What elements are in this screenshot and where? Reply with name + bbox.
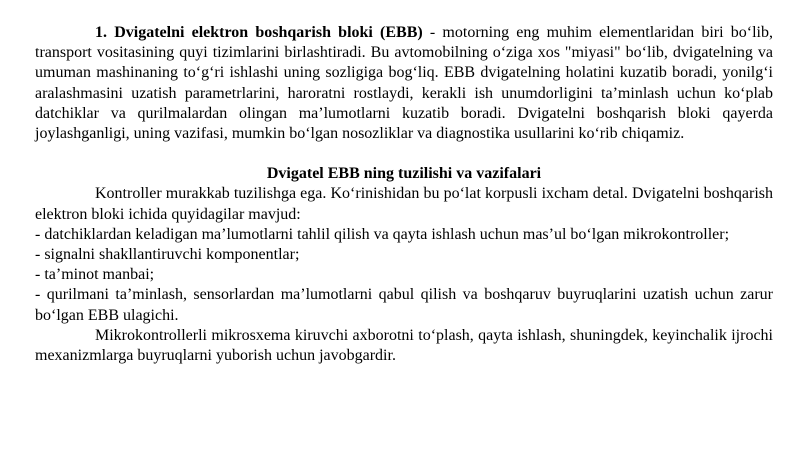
intro-text: - motorning eng muhim elementlaridan biri bo‘lib, transport vositasining quyi tizimlarini birlashtiradi. Bu avtomobilning o‘ziga xos "miyasi" bo‘lib, dvigatelning va umuman mashinaning to‘g‘ri ishlashi uning sozligiga bog‘liq. EBB dvigatelning holatini kuzatib boradi, yonilg‘i aralashmasini uzatish parametrlarini, haroratni rostlaydi, kerakli ish unumdorligini ta’minlash uchun ko‘plab datchiklar va qurilmalardan olingan ma’lumotlarni kuzatib boradi. Dvigatelni boshqarish bloki qayerda joylashganligi, uning vazifasi, mumkin bo‘lgan nosozliklar va diagnostika usullarini ko‘rib chiqamiz. [35, 24, 773, 143]
list-item: - datchiklardan keladigan ma’lumotlarni tahlil qilish va qayta ishlash uchun mas’ul bo‘lgan mikrokontroller; [35, 225, 730, 243]
blank-line [35, 144, 773, 164]
intro-lead: 1. Dvigatelni elektron boshqarish bloki (EBB) [95, 24, 423, 41]
section-heading: Dvigatel EBB ning tuzilishi va vazifalari [266, 165, 542, 183]
document-page [35, 23, 773, 366]
component-list [35, 225, 773, 326]
section-paragraph-2: Mikrokontrollerli mikrosxema kiruvchi axborotni to‘plash, qayta ishlash, shuningdek, keyinchalik ijrochi mexanizmlarga buyruqlarni yuborish uchun javobgardir. [35, 326, 773, 365]
list-item: - qurilmani ta’minlash, sensorlardan ma’lumotlarni qabul qilish va boshqaruv buyruqlarini uzatish uchun zarur bo‘lgan EBB ulagichi. [35, 286, 773, 324]
list-item: - signalni shakllantiruvchi komponentlar; [35, 246, 300, 264]
list-item: - ta’minot manbai; [35, 266, 155, 284]
intro-paragraph [35, 23, 773, 144]
section-paragraph-1: Kontroller murakkab tuzilishga ega. Ko‘rinishidan bu po‘lat korpusli ixcham detal. Dvigatelni boshqarish elektron bloki ichida quyidagilar mavjud: [35, 185, 773, 223]
